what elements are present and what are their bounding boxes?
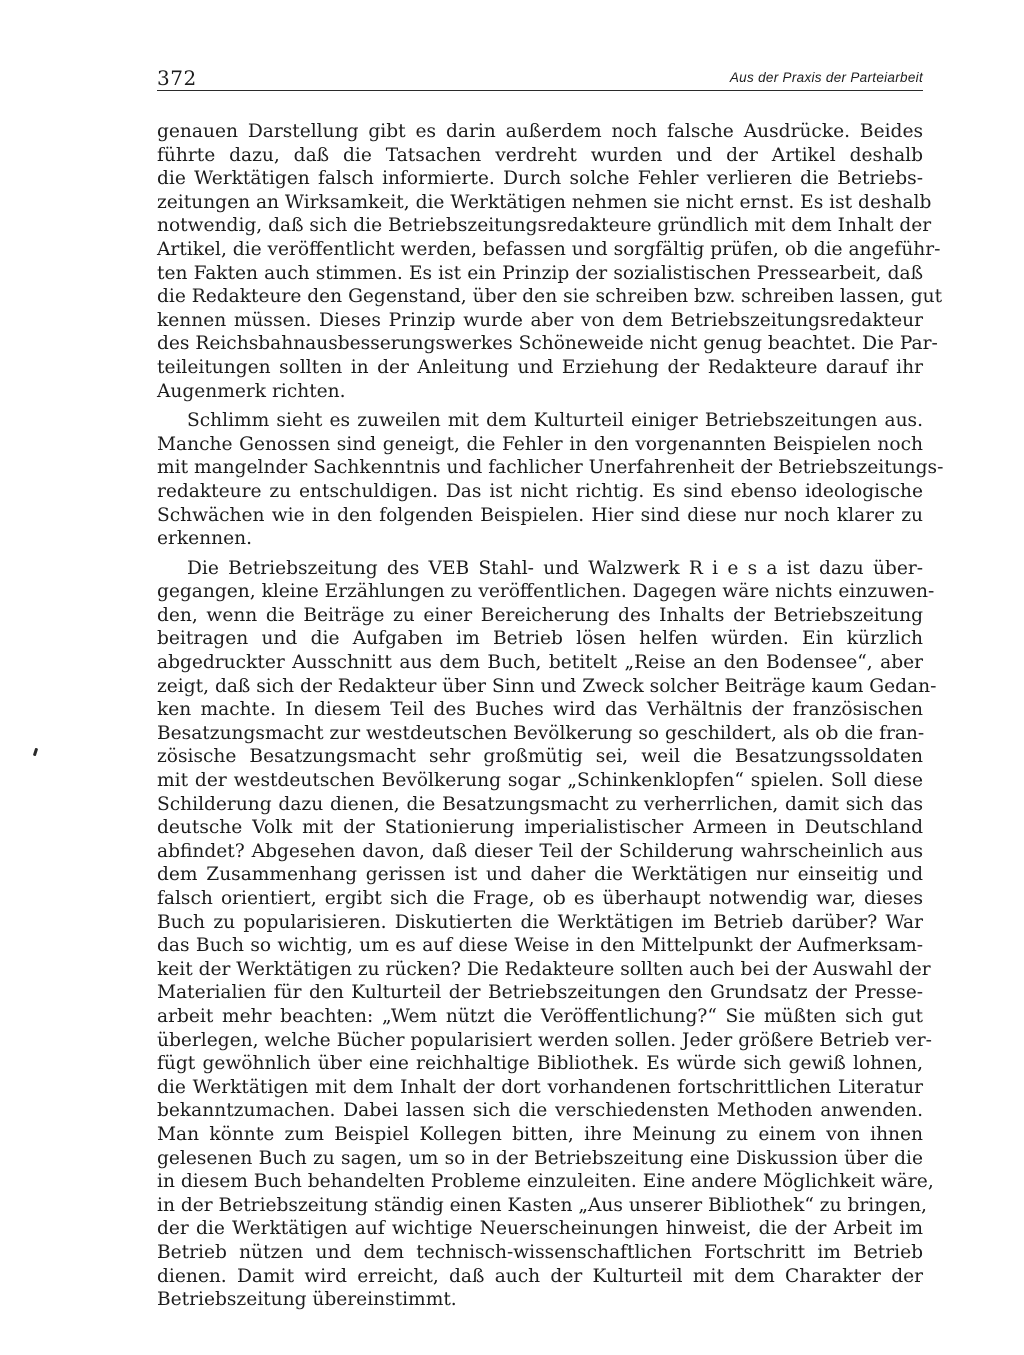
text-line: die Redakteure den Gegenstand, über den sie schreiben bzw. schreiben lassen, gut (157, 286, 943, 308)
text-line: gelesenen Buch zu sagen, um so in der Betriebszeitung eine Diskussion über die (157, 1147, 923, 1169)
body-text (157, 120, 944, 1318)
text-line: Artikel, die veröffentlicht werden, befassen und sorgfältig prüfen, ob die angeführ- (157, 238, 941, 260)
text-line: Die Betriebszeitung des VEB Stahl- und Walzwerk R i e s a ist dazu über- (187, 557, 923, 579)
text-line: mit der westdeutschen Bevölkerung sogar „Schinkenklopfen“ spielen. Soll diese (157, 770, 923, 792)
text-line: genauen Darstellung gibt es darin außerdem noch falsche Ausdrücke. Beides (157, 121, 923, 142)
text-line: abgedruckter Ausschnitt aus dem Buch, betitelt „Reise an den Bodensee“, aber (157, 652, 923, 674)
text-line: gegangen, kleine Erzählungen zu veröffentlichen. Dagegen wäre nichts einzuwen- (157, 581, 935, 603)
text-line: die Werktätigen falsch informierte. Durch solche Fehler verlieren die Betriebs- (157, 168, 923, 190)
text-line: das Buch so wichtig, um es auf diese Weise in den Mittelpunkt der Aufmerksam- (157, 935, 923, 957)
text-line: Buch zu popularisieren. Diskutierten die Werktätigen im Betrieb darüber? War (157, 911, 923, 933)
text-line: Betrieb nützen und dem technisch-wissenschaftlichen Fortschritt im Betrieb (157, 1241, 923, 1263)
text-line: ken machte. In diesem Teil des Buches wird das Verhältnis der französischen (157, 699, 923, 721)
text-line: Man könnte zum Beispiel Kollegen bitten, ihre Meinung zu einem von ihnen (157, 1123, 923, 1145)
text-line: zeitungen an Wirksamkeit, die Werktätigen nehmen sie nicht ernst. Es ist deshalb (157, 191, 932, 213)
text-line: Augenmerk richten. (157, 380, 346, 402)
text-line: des Reichsbahnausbesserungswerkes Schöneweide nicht genug beachtet. Die Par- (157, 333, 938, 355)
paragraph (157, 409, 944, 551)
text-line: Schwächen wie in den folgenden Beispielen. Hier sind diese nur noch klarer zu (157, 504, 923, 526)
text-line: keit der Werktätigen zu rücken? Die Redakteure sollten auch bei der Auswahl der (157, 958, 931, 980)
text-line: in der Betriebszeitung ständig einen Kasten „Aus unserer Bibliothek“ zu bringen, (157, 1194, 927, 1216)
text-line: abfindet? Abgesehen davon, daß dieser Teil der Schilderung wahrscheinlich aus (157, 840, 923, 862)
text-line: dienen. Damit wird erreicht, daß auch der Kulturteil mit dem Charakter der (157, 1265, 923, 1287)
running-head: Aus der Praxis der Parteiarbeit (729, 70, 923, 85)
page-header (157, 64, 923, 91)
text-line: arbeit mehr beachten: „Wem nützt die Veröffentlichung?“ Sie müßten sich gut (157, 1005, 923, 1027)
text-line: die Werktätigen mit dem Inhalt der dort vorhandenen fortschrittlichen Literatur (157, 1076, 923, 1098)
page-number: 372 (157, 66, 197, 90)
text-line: der die Werktätigen auf wichtige Neuerscheinungen hinweist, die der Arbeit im (157, 1218, 923, 1240)
text-line: den, wenn die Beiträge zu einer Bereicherung des Inhalts der Betriebszeitung (157, 604, 923, 626)
text-line: beitragen und die Aufgaben im Betrieb lösen helfen würden. Ein kürzlich (157, 628, 923, 650)
text-line: überlegen, welche Bücher popularisiert werden sollen. Jeder größere Betrieb ver- (157, 1029, 932, 1051)
text-line: notwendig, daß sich die Betriebszeitungsredakteure gründlich mit dem Inhalt der (157, 215, 932, 237)
text-line: Manche Genossen sind geneigt, die Fehler in den vorgenannten Beispielen noch (157, 433, 923, 455)
text-line: erkennen. (157, 528, 253, 550)
text-line: falsch orientiert, ergibt sich die Frage, ob es überhaupt notwendig war, dieses (157, 888, 923, 909)
margin-mark (33, 748, 38, 757)
text-line: deutsche Volk mit der Stationierung imperialistischer Armeen in Deutschland (157, 817, 923, 839)
text-line: Schilderung dazu dienen, die Besatzungsmacht zu verherrlichen, damit sich das (157, 793, 923, 815)
text-line: redakteure zu entschuldigen. Das ist nicht richtig. Es sind ebenso ideologische (157, 480, 923, 502)
paragraph (157, 557, 937, 1312)
text-line: mit mangelnder Sachkenntnis und fachlicher Unerfahrenheit der Betriebszeitungs- (157, 457, 944, 479)
text-line: Besatzungsmacht zur westdeutschen Bevölkerung so geschildert, als ob die fran- (157, 722, 925, 744)
text-line: zeigt, daß sich der Redakteur über Sinn und Zweck solcher Beiträge kaum Gedan- (157, 675, 937, 697)
paragraph (157, 120, 943, 403)
text-line: Materialien für den Kulturteil der Betriebszeitungen den Grundsatz der Presse- (157, 982, 923, 1004)
text-line: fügt gewöhnlich über eine reichhaltige Bibliothek. Es würde sich gewiß lohnen, (157, 1053, 923, 1075)
text-line: führte dazu, daß die Tatsachen verdreht wurden und der Artikel deshalb (157, 144, 923, 166)
text-line: ten Fakten auch stimmen. Es ist ein Prinzip der sozialistischen Pressearbeit, daß (157, 262, 923, 284)
text-line: bekanntzumachen. Dabei lassen sich die verschiedensten Methoden anwenden. (157, 1100, 923, 1122)
text-line: zösische Besatzungsmacht sehr großmütig sei, weil die Besatzungssoldaten (157, 746, 923, 768)
text-line: Betriebszeitung übereinstimmt. (157, 1289, 457, 1311)
text-line: in diesem Buch behandelten Probleme einzuleiten. Eine andere Möglichkeit wäre, (157, 1171, 934, 1193)
text-line: kennen müssen. Dieses Prinzip wurde aber von dem Betriebszeitungsredakteur (157, 309, 923, 331)
text-line: teileitungen sollten in der Anleitung und Erziehung der Redakteure darauf ihr (157, 356, 923, 378)
text-line: Schlimm sieht es zuweilen mit dem Kulturteil einiger Betriebszeitungen aus. (187, 410, 923, 432)
text-line: dem Zusammenhang gerissen ist und daher die Werktätigen nur einseitig und (157, 864, 923, 886)
